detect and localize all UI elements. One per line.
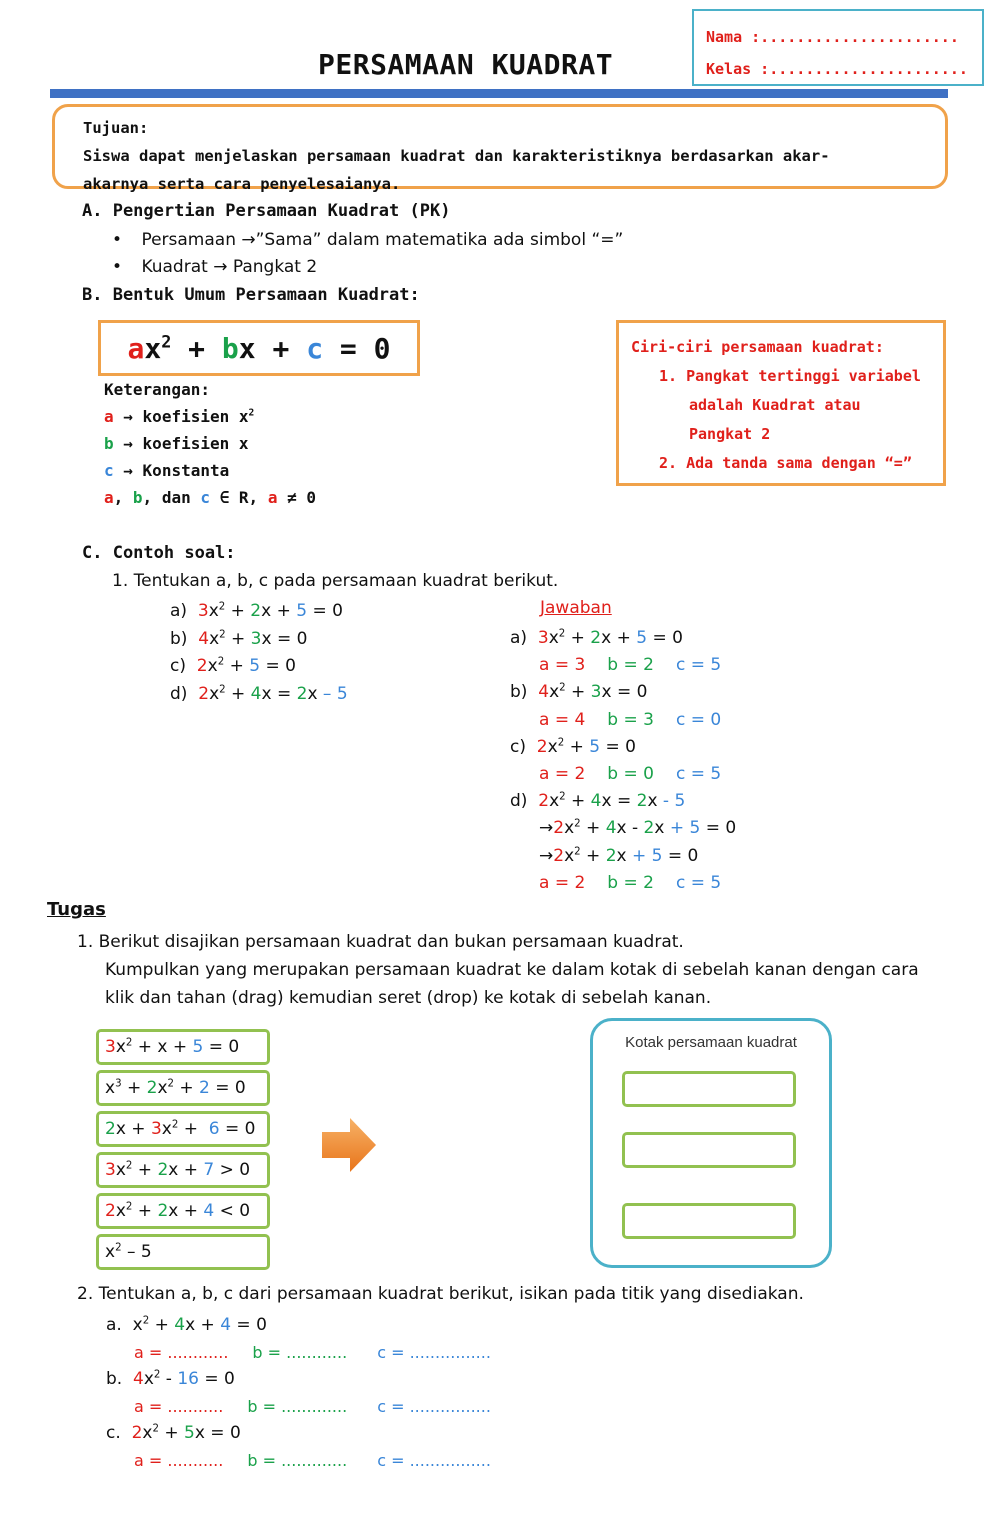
task-2a-eq: a. $x^2 + 4x + 4 = 0$	[106, 1315, 267, 1335]
drop-slot[interactable]	[622, 1071, 796, 1107]
bullet-text: Kuadrat → Pangkat 2	[141, 257, 318, 277]
task-2b-eq: b. $4x^2 - 16 = 0$	[106, 1369, 235, 1389]
question-list	[170, 598, 348, 708]
ciri-item: 1. Pangkat tertinggi variabel	[659, 367, 921, 385]
task-1-line3: klik dan tahan (drag) kemudian seret (drop) ke kotak di sebelah kanan.	[105, 988, 712, 1008]
question-b: b) $4x^2 + 3x = 0$	[170, 628, 308, 649]
task-2b-fill[interactable]: a = ........... b = ............. c = ................	[134, 1397, 491, 1416]
tujuan-box	[52, 104, 948, 193]
ciri-item: 2. Ada tanda sama dengan “=”	[659, 454, 912, 472]
answer-a-eq: a) $3x^2 + 2x + 5 = 0$	[510, 628, 683, 648]
student-id-box	[692, 9, 984, 86]
title-divider	[50, 89, 948, 98]
draggable-equation[interactable]: $x^3 + 2x^2 + 2 = 0$	[96, 1070, 270, 1106]
bullet-icon: •	[112, 257, 123, 277]
bullet-text: Persamaan →”Sama” dalam matematika ada simbol “=”	[141, 230, 624, 250]
keterangan-label: Keterangan:	[104, 380, 210, 399]
tujuan-line2: akarnya serta cara penyelesaianya.	[83, 175, 401, 193]
section-b-heading: B. Bentuk Umum Persamaan Kuadrat:	[82, 285, 420, 305]
answer-b-eq: b) $4x^2 + 3x = 0$	[510, 682, 648, 703]
task-2-list	[106, 1312, 491, 1474]
answer-d-eq: d) $2x^2 + 4x = 2x - 5$	[510, 791, 686, 812]
answer-d-values: a = 2 b = 2 c = 5	[539, 872, 722, 893]
ket-b: b → koefisien x	[104, 434, 249, 453]
jawaban-label: Jawaban	[540, 598, 612, 618]
bullet-item	[112, 230, 623, 250]
ket-domain: a, b, dan c ∈ R, a ≠ 0	[104, 488, 316, 507]
task-1-line1: 1. Berikut disajikan persamaan kuadrat dan bukan persamaan kuadrat.	[77, 932, 684, 952]
draggable-equation[interactable]: $x^2 - 5$	[96, 1234, 270, 1270]
bullet-icon: •	[112, 230, 123, 250]
page-title: PERSAMAAN KUADRAT	[318, 48, 614, 81]
keterangan	[104, 376, 316, 511]
draggable-equation[interactable]: $3x^2 + 2x + 7 > 0$	[96, 1152, 270, 1188]
task-1-instructions	[77, 928, 919, 1012]
answer-a-values: a = 3 b = 2 c = 5	[539, 655, 722, 676]
nama-field[interactable]: Nama :......................	[706, 28, 959, 46]
answer-b-values: a = 4 b = 3 c = 0	[539, 709, 722, 730]
ket-a: a → koefisien $x^2$	[104, 407, 255, 426]
question-a: a) $3x^2 + 2x + 5 = 0$	[170, 601, 343, 621]
question-d: d) $2x^2 + 4x = 2x - 5$	[170, 683, 348, 704]
kelas-field[interactable]: Kelas :......................	[706, 60, 968, 78]
question-1: 1. Tentukan a, b, c pada persamaan kuadrat berikut.	[112, 571, 559, 591]
ciri-title: Ciri-ciri persamaan kuadrat:	[631, 338, 884, 356]
arrow-right-icon	[320, 1116, 378, 1174]
drop-slot[interactable]	[622, 1203, 796, 1239]
general-form-formula: $ax^2$ + bx + c = 0	[98, 320, 420, 376]
task-2c-fill[interactable]: a = ........... b = ............. c = ................	[134, 1451, 491, 1470]
answer-c-values: a = 2 b = 0 c = 5	[539, 764, 722, 785]
task-2a-fill[interactable]: a = ............ b = ............ c = ................	[134, 1343, 491, 1362]
ciri-item: adalah Kuadrat atau	[689, 396, 861, 414]
ciri-item: Pangkat 2	[689, 425, 771, 443]
drop-zone-label: Kotak persamaan kuadrat	[625, 1034, 797, 1051]
draggable-equation[interactable]: $2x^2 + 2x + 4 < 0$	[96, 1193, 270, 1229]
section-a-heading: A. Pengertian Persamaan Kuadrat (PK)	[82, 201, 451, 221]
tujuan-line1: Siswa dapat menjelaskan persamaan kuadrat dan karakteristiknya berdasarkan akar-	[83, 147, 830, 165]
section-c-heading: C. Contoh soal:	[82, 543, 236, 563]
draggable-equation[interactable]: $3x^2 + x + 5 = 0$	[96, 1029, 270, 1065]
task-2c-eq: c. $2x^2 + 5x = 0$	[106, 1423, 241, 1443]
answer-d-step1: $\to 2x^2 + 4x - 2x + 5 = 0$	[539, 818, 737, 839]
answer-d-step2: $\to 2x^2 + 2x + 5 = 0$	[539, 845, 699, 866]
tugas-heading: Tugas	[47, 899, 106, 920]
drop-slot[interactable]	[622, 1132, 796, 1168]
question-c: c) $2x^2 + 5 = 0$	[170, 656, 296, 676]
draggable-equation[interactable]: $2x + 3x^2 + 6 = 0$	[96, 1111, 270, 1147]
ket-c: c → Konstanta	[104, 461, 230, 480]
answer-c-eq: c) $2x^2 + 5 = 0$	[510, 736, 636, 757]
task-1-line2: Kumpulkan yang merupakan persamaan kuadrat ke dalam kotak di sebelah kanan dengan cara	[105, 960, 919, 980]
task-2-instructions: 2. Tentukan a, b, c dari persamaan kuadrat berikut, isikan pada titik yang disediakan.	[77, 1284, 804, 1304]
tujuan-label: Tujuan:	[83, 119, 149, 137]
answer-list	[510, 625, 736, 897]
bullet-item	[112, 257, 317, 277]
ciri-ciri-box	[616, 320, 946, 486]
